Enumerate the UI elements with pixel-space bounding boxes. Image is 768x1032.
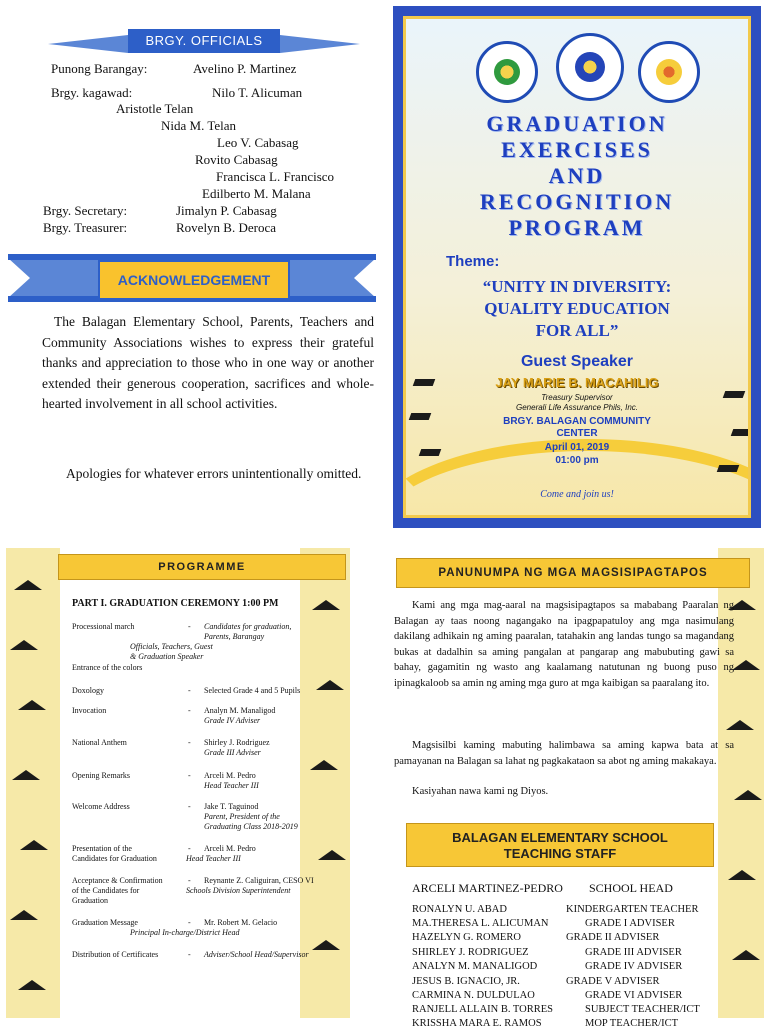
- graduation-cap-icon: [409, 413, 432, 420]
- venue-line: CENTER: [556, 428, 598, 439]
- guest-speaker-name: JAY MARIE B. MACAHILIG: [495, 375, 659, 390]
- staff-name: RONALYN U. ABAD: [412, 904, 507, 915]
- school-head-role: SCHOOL HEAD: [589, 881, 673, 895]
- seal-emblem: [656, 59, 682, 85]
- staff-role: GRADE IV ADVISER: [585, 961, 683, 972]
- guest-speaker-company: Generali Life Assurance Phils, Inc.: [516, 403, 638, 412]
- graduation-cap-icon: [12, 770, 40, 780]
- programme-border-left: [6, 548, 60, 1018]
- graduation-cap-icon: [413, 379, 436, 386]
- programme-item-label: Entrance of the colors: [72, 663, 143, 672]
- programme-item-dash: -: [188, 686, 191, 695]
- staff-name: ANALYN M. MANALIGOD: [412, 961, 538, 972]
- programme-item-label: Graduation Message: [72, 918, 138, 927]
- staff-name: MA.THERESA L. ALICUMAN: [412, 918, 549, 929]
- title-line: GRADUATION: [486, 111, 668, 136]
- kagawad-name: Nilo T. Alicuman: [212, 85, 303, 100]
- graduation-cap-icon: [731, 429, 751, 436]
- kagawad-name: Aristotle Telan: [116, 101, 194, 116]
- programme-item-value: Schools Division Superintendent: [186, 886, 291, 895]
- event-time: 01:00 pm: [555, 455, 599, 466]
- school-head-name: ARCELI MARTINEZ-PEDRO: [412, 881, 563, 895]
- kagawad-name: Nida M. Telan: [161, 118, 237, 133]
- programme-item-label: Distribution of Certificates: [72, 950, 159, 959]
- programme-item-value: Shirley J. Rodriguez: [204, 738, 270, 747]
- graduation-cap-icon: [18, 980, 46, 990]
- programme-item-value: Analyn M. Manaligod: [204, 706, 276, 715]
- programme-item-value: Jake T. Taguinod: [204, 802, 259, 811]
- programme-item-value: Arceli M. Pedro: [204, 771, 256, 780]
- kagawad-name: Francisca L. Francisco: [216, 169, 335, 184]
- acknowledgement-paragraph: The Balagan Elementary School, Parents, Teachers and Community Associations wishes to express their grateful thanks and appreciation to those who in one way or another extended their generous cooperation, sacrifices and whole-hearted involvement in all school activities.: [42, 314, 374, 411]
- graduation-cap-icon: [732, 660, 760, 670]
- programme-item-dash: -: [188, 802, 191, 811]
- graduation-cap-icon: [10, 640, 38, 650]
- graduation-cap-icon: [18, 700, 46, 710]
- pledge-paragraph: Kami ang mga mag-aaral na magsisipagtapos sa mababang Paaralan ng Balagan ay taas noong nagangako na ipagpapatuloy ang mga nasimulang dakilang adhikain ng aming paaralan, tatahakin ang landas tungo sa magandang bukas at dadalhin sa aming pangalan at pangarap ang mabubuting gawi sa bahay, gagamitin ng wasto ang kaalamang natutunan ng buong puso ng ipinagkaloob sa amin ng aming mga guro at mga kaibigan sa paaralang ito.: [394, 600, 734, 689]
- invitation-card: [393, 6, 761, 528]
- programme-item-label: Opening Remarks: [72, 771, 130, 780]
- invitation-inner: [403, 16, 751, 518]
- venue-line: BRGY. BALAGAN COMMUNITY: [503, 416, 651, 427]
- programme-item-dash: -: [188, 622, 191, 631]
- graduation-cap-icon: [732, 950, 760, 960]
- graduation-cap-icon: [20, 840, 48, 850]
- title-line: PROGRAM: [508, 215, 646, 240]
- programme-item-dash: -: [188, 950, 191, 959]
- programme-item-value: Parent, President of the: [204, 812, 280, 821]
- officials-banner: BRGY. OFFICIALS: [128, 29, 280, 53]
- pledge-paragraph: Magsisilbi kaming mabuting halimbawa sa aming kapwa bata at sa pamayanan na Balagan sa lahat ng pagkakataon sa abot ng aming makakaya.: [394, 740, 734, 767]
- deped-seal: [476, 41, 538, 103]
- staff-role: GRADE II ADVISER: [566, 932, 660, 943]
- programme-item-value: Selected Grade 4 and 5 Pupils: [204, 686, 301, 695]
- acknowledgement-ribbon: [8, 252, 376, 304]
- graduation-cap-icon: [312, 940, 340, 950]
- kagawaran-seal: [556, 33, 624, 101]
- theme-label: Theme:: [446, 253, 500, 270]
- officials-ribbon-left: [48, 35, 128, 53]
- staff-role: GRADE III ADVISER: [585, 947, 682, 958]
- staff-banner-line: TEACHING STAFF: [503, 846, 617, 861]
- seal-emblem: [575, 52, 605, 82]
- school-seal: [638, 41, 700, 103]
- seal-emblem: [494, 59, 520, 85]
- kagawad-name: Edilberto M. Malana: [202, 186, 311, 201]
- programme-item-value: Adviser/School Head/Supervisor: [204, 950, 309, 959]
- programme-item-dash: -: [188, 706, 191, 715]
- programme-item-label: of the Candidates for: [72, 886, 140, 895]
- programme-item-label: Welcome Address: [72, 802, 130, 811]
- secretary-name: Jimalyn P. Cabasag: [176, 203, 277, 218]
- programme-item-label: Processional march: [72, 622, 135, 631]
- staff-name: JESUS B. IGNACIO, JR.: [412, 976, 520, 987]
- programme-item-value: Candidates for graduation,: [204, 622, 292, 631]
- theme-line: QUALITY EDUCATION: [484, 299, 670, 318]
- programme-item-value: Head Teacher III: [204, 781, 259, 790]
- programme-item-label: Presentation of the: [72, 844, 132, 853]
- graduation-cap-icon: [312, 600, 340, 610]
- punong-label: Punong Barangay:: [51, 61, 148, 76]
- event-date: April 01, 2019: [544, 442, 610, 453]
- graduation-cap-icon: [734, 790, 762, 800]
- programme-banner: PROGRAMME: [58, 554, 346, 580]
- invite-line: Come and join us!: [540, 489, 614, 500]
- programme-item-dash: -: [188, 844, 191, 853]
- graduation-cap-icon: [717, 465, 740, 472]
- programme-item-value: Head Teacher III: [186, 854, 241, 863]
- staff-name: SHIRLEY J. RODRIGUEZ: [412, 947, 529, 958]
- guest-speaker-label: Guest Speaker: [520, 353, 634, 370]
- graduation-cap-icon: [419, 449, 442, 456]
- guest-speaker-title: Treasury Supervisor: [541, 393, 613, 402]
- programme-item-dash: -: [188, 771, 191, 780]
- programme-item-value: Mr. Robert M. Gelacio: [204, 918, 278, 927]
- kagawad-name: Rovito Cabasag: [195, 152, 278, 167]
- theme-line: FOR ALL”: [535, 321, 619, 340]
- programme-item-value: & Graduation Speaker: [130, 652, 204, 661]
- programme-item-value: Reynante Z. Caliguiran, CESO VI: [204, 876, 314, 885]
- programme-item-value: Arceli M. Pedro: [204, 844, 256, 853]
- staff-role: GRADE I ADVISER: [585, 918, 675, 929]
- officials-ribbon-right: [280, 35, 360, 53]
- programme-item-value: Officials, Teachers, Guest: [130, 642, 213, 651]
- staff-role: MOP TEACHER/ICT: [585, 1018, 679, 1029]
- staff-name: HAZELYN G. ROMERO: [412, 932, 521, 943]
- staff-name: CARMINA N. DULDULAO: [412, 990, 535, 1001]
- secretary-label: Brgy. Secretary:: [43, 203, 128, 218]
- programme-item-label: National Anthem: [72, 738, 127, 747]
- kagawad-name: Leo V. Cabasag: [217, 135, 299, 150]
- graduation-cap-icon: [723, 391, 746, 398]
- staff-role: GRADE V ADVISER: [566, 976, 660, 987]
- graduation-cap-icon: [726, 720, 754, 730]
- staff-name: RANJELL ALLAIN B. TORRES: [412, 1004, 553, 1015]
- staff-banner: [406, 823, 714, 867]
- treasurer-label: Brgy. Treasurer:: [43, 220, 128, 235]
- programme-item-label: Candidates for Graduation: [72, 854, 157, 863]
- punong-name: Avelino P. Martinez: [193, 61, 297, 76]
- staff-role: KINDERGARTEN TEACHER: [566, 904, 699, 915]
- programme-item-dash: -: [188, 876, 191, 885]
- treasurer-name: Rovelyn B. Deroca: [176, 220, 277, 235]
- staff-name: KRISSHA MARA E. RAMOS: [412, 1018, 542, 1029]
- staff-role: SUBJECT TEACHER/ICT: [585, 1004, 700, 1015]
- programme-item-label: Invocation: [72, 706, 107, 715]
- programme-item-value: Graduating Class 2018-2019: [204, 822, 298, 831]
- pledge-banner: PANUNUMPA NG MGA MAGSISIPAGTAPOS: [396, 558, 750, 588]
- programme-item-label: Graduation: [72, 896, 108, 905]
- programme-item-dash: -: [188, 918, 191, 927]
- graduation-cap-icon: [14, 580, 42, 590]
- programme-item-dash: -: [188, 738, 191, 747]
- programme-item-value: Grade IV Adviser: [204, 716, 261, 725]
- graduation-cap-icon: [728, 870, 756, 880]
- staff-role: GRADE VI ADVISER: [585, 990, 683, 1001]
- apology-paragraph: Apologies for whatever errors unintentionally omitted.: [66, 466, 362, 481]
- graduation-cap-icon: [310, 760, 338, 770]
- programme-item-value: Grade III Adviser: [204, 748, 261, 757]
- programme-item-value: Parents, Barangay: [204, 632, 265, 641]
- programme-item-label: Doxology: [72, 686, 104, 695]
- title-line: AND: [548, 163, 606, 188]
- title-line: EXERCISES: [501, 137, 653, 162]
- acknowledgement-title: ACKNOWLEDGEMENT: [98, 260, 290, 300]
- programme-item-value: Principal In-charge/District Head: [130, 928, 240, 937]
- graduation-cap-icon: [10, 910, 38, 920]
- kagawad-label: Brgy. kagawad:: [51, 85, 133, 100]
- theme-line: “UNITY IN DIVERSITY:: [482, 277, 672, 296]
- programme-item-label: Acceptance & Confirmation: [72, 876, 163, 885]
- pledge-paragraph: Kasiyahan nawa kami ng Diyos.: [412, 786, 549, 797]
- title-line: RECOGNITION: [479, 189, 675, 214]
- programme-heading: PART I. GRADUATION CEREMONY 1:00 PM: [72, 598, 279, 609]
- staff-banner-line: BALAGAN ELEMENTARY SCHOOL: [452, 830, 668, 845]
